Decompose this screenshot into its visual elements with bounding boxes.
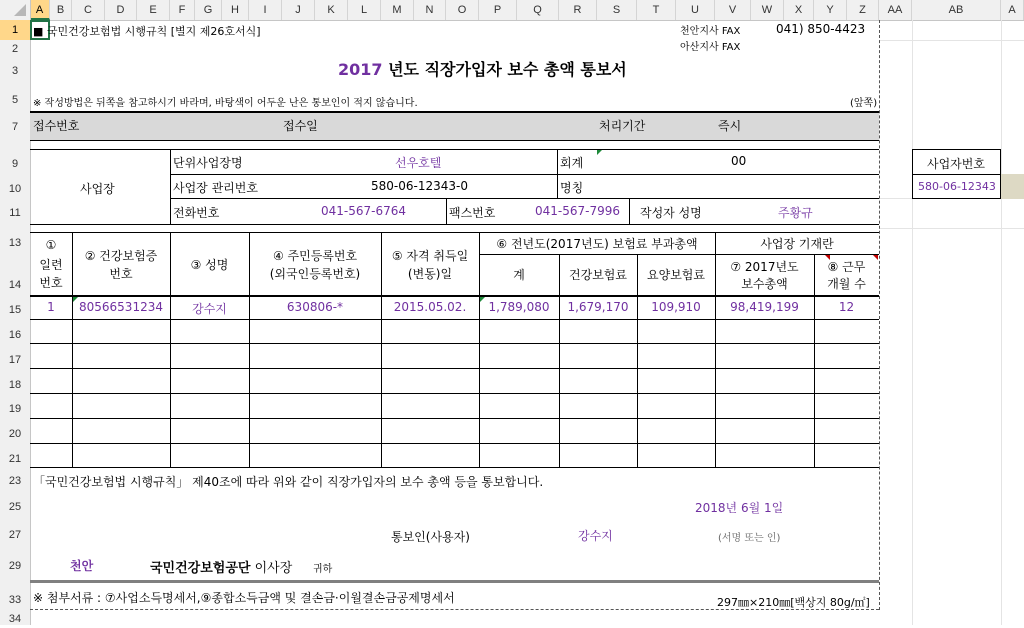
border — [30, 418, 879, 419]
column-header[interactable]: G — [195, 0, 222, 20]
gridline — [879, 228, 1024, 229]
row-header[interactable]: 16 — [8, 329, 22, 341]
processing-period-value: 즉시 — [718, 119, 742, 133]
row-header[interactable]: 2 — [11, 43, 19, 55]
fax-cheonan-label: 천안지사 FAX — [680, 26, 741, 37]
border — [30, 149, 879, 150]
business-number-label: 사업자번호 — [927, 157, 985, 171]
fax-asan-label: 아산지사 FAX — [680, 42, 741, 53]
row-header[interactable]: 34 — [8, 613, 22, 625]
column-header[interactable]: P — [479, 0, 517, 20]
phone-value[interactable]: 041-567-6764 — [321, 204, 407, 218]
row-header[interactable]: 1 — [0, 20, 30, 40]
column-header[interactable]: W — [751, 0, 784, 20]
column-header[interactable]: Y — [814, 0, 847, 20]
col-seq-header-1: ① — [45, 238, 57, 252]
col-months-header-2: 개월 수 — [827, 277, 866, 291]
column-header[interactable]: AB — [912, 0, 1001, 20]
cell-rrn[interactable]: 630806-* — [286, 300, 344, 314]
border — [479, 254, 879, 255]
cell-pay[interactable]: 98,419,199 — [730, 300, 799, 314]
page-break-line — [879, 20, 880, 610]
shaded-cell — [1001, 174, 1024, 199]
honorific: 귀하 — [313, 564, 333, 575]
col-pay-header-2: 보수총액 — [741, 277, 788, 291]
row-header[interactable]: 19 — [8, 403, 22, 415]
fax-value[interactable]: 041-567-7996 — [535, 204, 621, 218]
column-header[interactable]: Z — [847, 0, 879, 20]
column-header[interactable]: M — [381, 0, 414, 20]
column-header[interactable]: B — [50, 0, 72, 20]
business-number-value[interactable]: 580-06-12343 — [918, 180, 996, 193]
column-header[interactable]: D — [105, 0, 137, 20]
row-header[interactable]: 15 — [8, 304, 22, 316]
writer-value[interactable]: 주황규 — [778, 206, 813, 220]
row-header[interactable]: 21 — [8, 453, 22, 465]
row-header-bar — [0, 20, 31, 625]
row-header[interactable]: 18 — [8, 379, 22, 391]
column-header[interactable]: S — [597, 0, 637, 20]
cell-seq[interactable]: 1 — [47, 300, 55, 314]
notifier-name[interactable]: 강수지 — [578, 529, 613, 543]
paper-spec: 297㎜×210㎜[백상지 80g/㎡] — [717, 596, 870, 609]
column-header[interactable]: L — [348, 0, 381, 20]
column-header[interactable]: N — [414, 0, 446, 20]
border — [170, 174, 879, 175]
signature-hint: (서명 또는 인) — [718, 533, 781, 544]
cell-name[interactable]: 강수지 — [192, 302, 227, 316]
row-header[interactable]: 7 — [11, 121, 19, 133]
row-header[interactable]: 5 — [11, 94, 19, 106]
col-card-header-2: 번호 — [109, 267, 133, 281]
title-year: 2017 — [338, 60, 383, 79]
cell-qual-date[interactable]: 2015.05.02. — [393, 300, 467, 314]
col-rrn-header-2: (외국인등록번호) — [269, 267, 361, 281]
column-header[interactable]: F — [170, 0, 195, 20]
title-text: 년도 직장가입자 보수 총액 통보서 — [382, 60, 627, 79]
col-pay-header-1: ⑦ 2017년도 — [730, 260, 799, 274]
col-health-header: 건강보험료 — [569, 268, 627, 282]
border — [30, 319, 879, 320]
mgmt-number-value[interactable]: 580-06-12343-0 — [371, 179, 468, 193]
col-seq-header-3: 번호 — [39, 276, 63, 290]
border — [170, 198, 879, 199]
fax-cheonan-number: 041) 850-4423 — [776, 22, 866, 36]
row-header[interactable]: 25 — [8, 501, 22, 513]
column-header[interactable]: T — [637, 0, 676, 20]
notification-date[interactable]: 2018년 6월 1일 — [695, 501, 784, 515]
page-title — [338, 57, 627, 80]
cell-total[interactable]: 1,789,080 — [488, 300, 550, 314]
row-header[interactable]: 3 — [11, 65, 19, 77]
border — [30, 111, 879, 113]
border — [30, 224, 879, 225]
col-qual-header-2: (변동)일 — [407, 267, 453, 281]
receipt-number-label: 접수번호 — [33, 119, 80, 133]
row-header[interactable]: 11 — [9, 207, 21, 219]
border — [30, 140, 879, 141]
col-prev-year-header: ⑥ 전년도(2017년도) 보험료 부과총액 — [496, 237, 698, 251]
gridline — [912, 20, 913, 625]
border — [30, 443, 879, 444]
writer-label: 작성자 성명 — [640, 206, 702, 220]
row-header[interactable]: 29 — [8, 560, 22, 572]
row-header[interactable]: 17 — [8, 354, 22, 366]
border — [912, 174, 1001, 175]
col-workplace-header: 사업장 기재란 — [760, 237, 834, 251]
receipt-band — [30, 112, 879, 140]
notifier-label: 통보인(사용자) — [391, 530, 470, 544]
comment-indicator-icon — [873, 255, 878, 260]
column-header[interactable]: A — [1001, 0, 1024, 20]
row-header[interactable]: 14 — [8, 279, 22, 291]
column-header[interactable]: C — [72, 0, 105, 20]
column-header[interactable]: X — [784, 0, 814, 20]
gridline — [879, 40, 1024, 41]
col-total-header: 계 — [513, 268, 525, 282]
border — [30, 393, 879, 394]
row-header[interactable]: 27 — [8, 529, 22, 541]
col-seq-header-2: 일련 — [39, 258, 63, 272]
error-indicator-icon — [597, 150, 602, 155]
column-header[interactable]: Q — [517, 0, 559, 20]
recipient-org: 국민건강보험공단 — [150, 561, 251, 576]
receipt-date-label: 접수일 — [283, 119, 318, 133]
col-name-header: ③ 성명 — [190, 258, 229, 272]
border — [30, 368, 879, 369]
column-header[interactable]: K — [315, 0, 348, 20]
col-ltc-header: 요양보험료 — [647, 268, 705, 282]
row-header[interactable]: 33 — [8, 594, 22, 606]
comment-indicator-icon — [825, 255, 830, 260]
account-value[interactable]: 00 — [731, 154, 747, 168]
account-label: 회계 — [560, 156, 584, 170]
recipient — [150, 557, 292, 576]
border — [559, 254, 560, 468]
column-header[interactable]: O — [446, 0, 479, 20]
column-header[interactable]: U — [676, 0, 715, 20]
mgmt-number-label: 사업장 관리번호 — [173, 181, 258, 195]
border — [170, 149, 171, 224]
row-header[interactable]: 20 — [8, 428, 22, 440]
select-all-triangle-icon — [0, 0, 30, 20]
border — [629, 198, 630, 224]
row-header[interactable]: 13 — [8, 237, 22, 249]
column-header[interactable]: R — [559, 0, 597, 20]
column-header[interactable]: V — [715, 0, 751, 20]
col-card-header-1: ② 건강보험증 — [84, 249, 158, 263]
column-header[interactable]: I — [249, 0, 282, 20]
divider — [30, 580, 879, 583]
instruction-text: ※ 작성방법은 뒤쪽을 참고하시기 바라며, 바탕색이 어두운 난은 통보인이 적지 않습니다. — [33, 98, 418, 109]
law-statement: 「국민건강보험법 시행규칙」 제40조에 따라 위와 같이 직장가입자의 보수 총액 등을 통보합니다. — [33, 475, 544, 489]
border — [30, 295, 879, 297]
form-legal-basis: ■ 국민건강보험법 시행규칙 [별지 제26호서식] — [33, 25, 261, 38]
row-header[interactable]: 10 — [8, 183, 22, 195]
border — [30, 232, 879, 233]
column-header[interactable]: H — [222, 0, 249, 20]
column-header[interactable]: AA — [879, 0, 912, 20]
column-header[interactable]: A — [30, 0, 50, 20]
front-side-label: (앞쪽) — [850, 98, 878, 109]
cell-health[interactable]: 1,679,170 — [567, 300, 629, 314]
unit-workplace-name-value[interactable]: 선우호텔 — [395, 156, 442, 170]
gridline — [1001, 20, 1002, 625]
row-header[interactable]: 23 — [8, 475, 22, 487]
col-rrn-header-1: ④ 주민등록번호 — [272, 249, 358, 263]
branch-name[interactable]: 천안 — [70, 559, 94, 573]
unit-workplace-name-label: 단위사업장명 — [173, 156, 243, 170]
border — [637, 254, 638, 468]
border — [30, 343, 879, 344]
col-qual-header-1: ⑤ 자격 취득일 — [391, 249, 469, 263]
recipient-title: 이사장 — [250, 561, 293, 576]
cell-months[interactable]: 12 — [838, 300, 855, 314]
border — [30, 467, 879, 468]
workplace-section-label: 사업장 — [80, 182, 115, 196]
column-header-bar — [0, 0, 1024, 21]
column-header[interactable]: E — [137, 0, 170, 20]
border — [557, 149, 558, 199]
error-indicator-icon — [480, 297, 485, 302]
phone-label: 전화번호 — [173, 206, 220, 220]
fax-label: 팩스번호 — [449, 206, 496, 220]
title-name-label: 명칭 — [560, 181, 584, 195]
select-all-corner[interactable] — [0, 0, 31, 20]
border — [446, 198, 447, 224]
processing-period-label: 처리기간 — [599, 119, 646, 133]
attachments-note: ※ 첨부서류 : ⑦사업소득명세서,⑨종합소득금액 및 결손금·이월결손금공제명세서 — [33, 591, 455, 605]
column-header[interactable]: J — [282, 0, 315, 20]
error-indicator-icon — [73, 297, 78, 302]
row-header[interactable]: 9 — [11, 158, 19, 170]
cell-ltc[interactable]: 109,910 — [651, 300, 701, 314]
col-months-header-1: ⑧ 근무 — [827, 260, 866, 274]
cell-card-number[interactable]: 80566531234 — [79, 300, 163, 314]
